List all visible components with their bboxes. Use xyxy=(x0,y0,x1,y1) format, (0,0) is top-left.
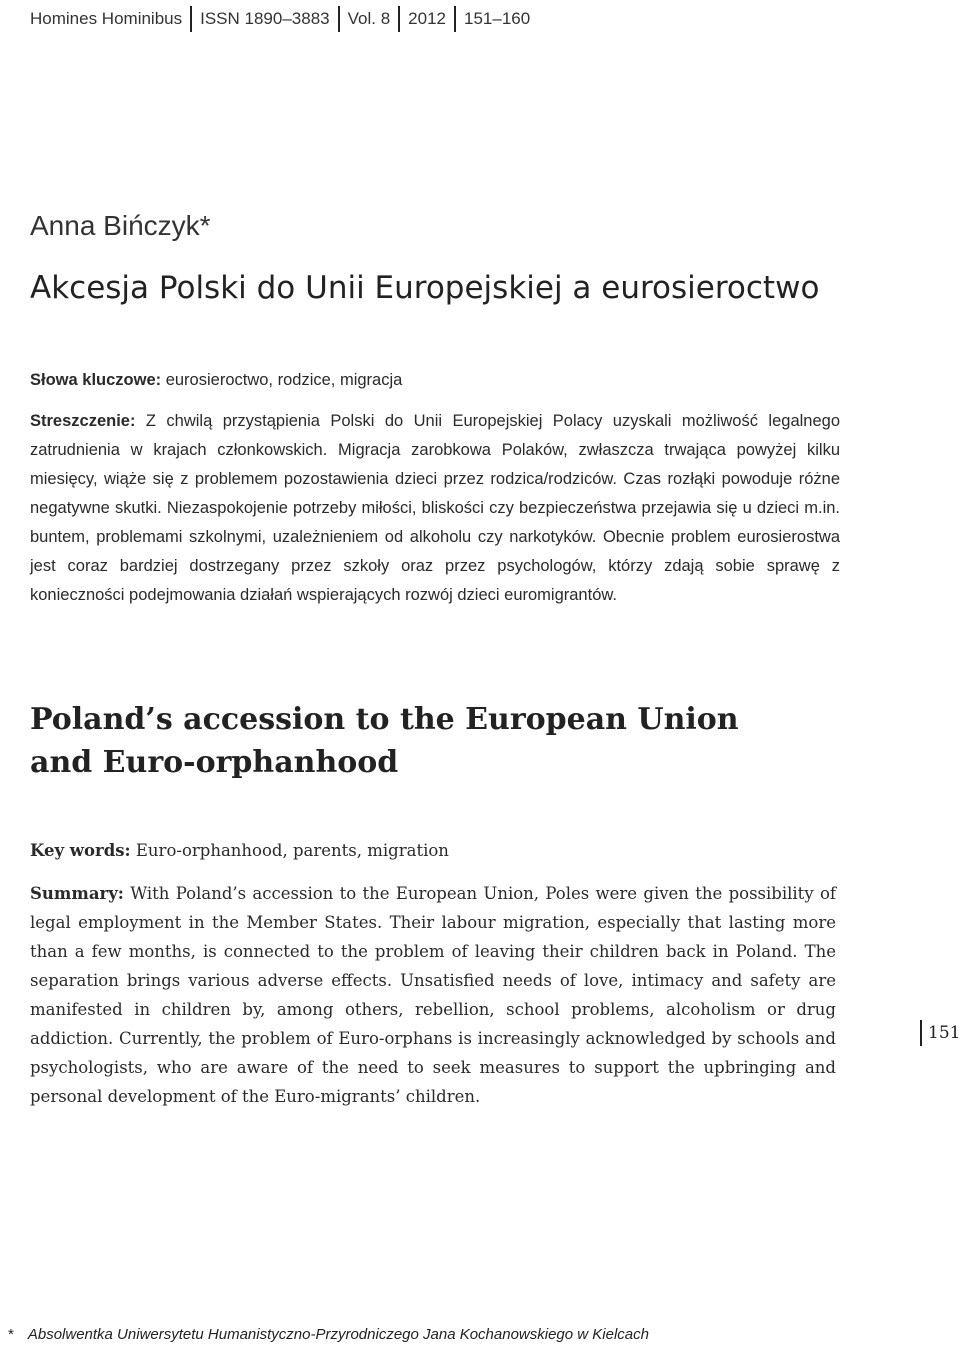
english-abstract xyxy=(30,836,836,1111)
summary-text: With Poland’s accession to the European Union, Poles were given the possibility of legal employment in the Member States. Their labour migration, especially that lasting more than a few months, is connected to the problem of leaving their children back in Poland. The separation brings various adverse effects. Unsatisfied needs of love, intimacy and safety are manifested in children by, among others, rebellion, school problems, alcoholism or drug addiction. Currently, the problem of Euro-orphans is increasingly acknowledged by schools and psychologists, who are aware of the need to seek measures to support the upbringing and personal development of the Euro-migrants’ children. xyxy=(30,884,836,1106)
footnote xyxy=(8,1326,649,1343)
page-range: 151–160 xyxy=(464,9,531,28)
issn: ISSN 1890–3883 xyxy=(200,9,330,28)
keywords-text: Euro-orphanhood, parents, migration xyxy=(130,841,449,860)
keywords-label: Słowa kluczowe: xyxy=(30,371,162,389)
header-divider xyxy=(398,6,400,32)
year: 2012 xyxy=(408,9,446,28)
page-number-marker xyxy=(920,1020,960,1046)
running-header xyxy=(30,6,530,32)
title-line-2: and Euro-orphanhood xyxy=(30,745,399,780)
page-number-bar xyxy=(920,1020,922,1046)
author-name: Anna Bińczyk* xyxy=(30,210,211,241)
keywords-label: Key words: xyxy=(30,841,131,860)
article-title-polish: Akcesja Polski do Unii Europejskiej a eurosieroctwo xyxy=(30,270,820,306)
title-line-1: Poland’s accession to the European Union xyxy=(30,702,739,737)
summary-english xyxy=(30,879,836,1111)
header-divider xyxy=(338,6,340,32)
page-number: 151 xyxy=(928,1023,960,1043)
volume: Vol. 8 xyxy=(347,9,391,28)
summary-label: Summary: xyxy=(30,884,124,903)
journal-name: Homines Hominibus xyxy=(30,9,183,28)
keywords-polish xyxy=(30,366,840,395)
header-divider xyxy=(454,6,456,32)
summary-text: Z chwilą przystąpienia Polski do Unii Europejskiej Polacy uzyskali możliwość legalnego zatrudnienia w krajach członkowskich. Migracja zarobkowa Polaków, zwłaszcza trwająca powyżej kilku miesięcy, wiąże się z problemem pozostawienia dzieci przez rodzica/rodziców. Czas rozłąki powoduje różne negatywne skutki. Niezaspokojenie potrzeby miłości, bliskości czy bezpieczeństwa przejawia się u dzieci m.in. buntem, problemami szkolnymi, uzależnieniem od alkoholu czy narkotyków. Obecnie problem eurosierostwa jest coraz bardziej dostrzegany przez szkoły oraz przez psychologów, którzy zdają sobie sprawę z konieczności podejmowania działań wspierających rozwój dzieci euromigrantów. xyxy=(30,412,840,604)
footnote-mark: * xyxy=(8,1326,14,1343)
keywords-english xyxy=(30,836,836,865)
summary-polish xyxy=(30,407,840,610)
article-title-english xyxy=(30,698,810,784)
footnote-text: Absolwentka Uniwersytetu Humanistyczno-Przyrodniczego Jana Kochanowskiego w Kielcach xyxy=(27,1326,649,1343)
summary-label: Streszczenie: xyxy=(30,412,136,430)
keywords-text: eurosieroctwo, rodzice, migracja xyxy=(161,371,403,389)
polish-abstract xyxy=(30,366,840,610)
header-divider xyxy=(190,6,192,32)
